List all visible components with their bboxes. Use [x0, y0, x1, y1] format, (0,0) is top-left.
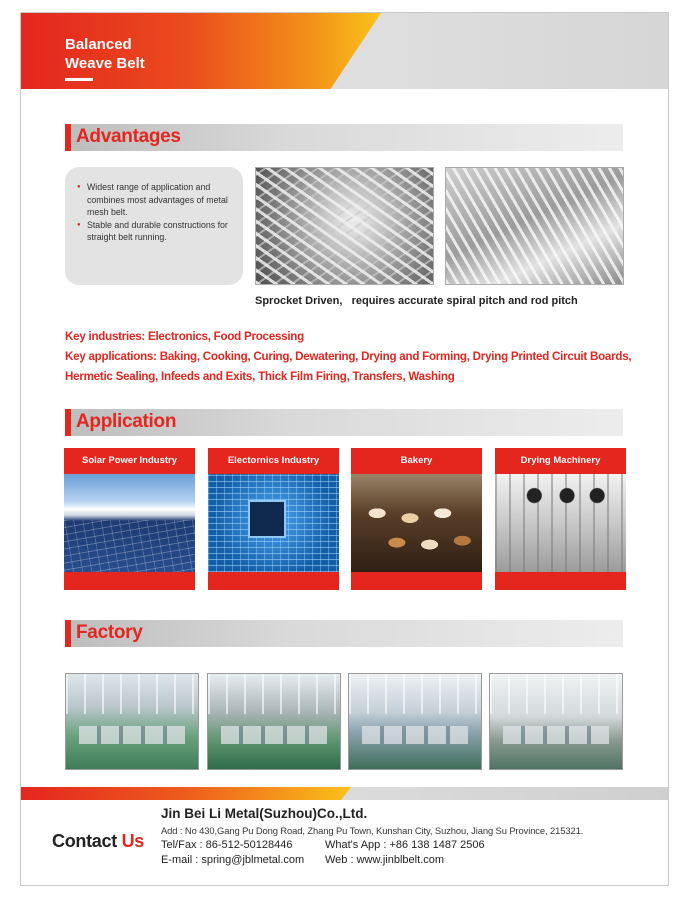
application-card-label: Solar Power Industry: [81, 455, 178, 466]
bakery-photo: [351, 474, 482, 572]
contact-label-word2: Us: [121, 831, 145, 851]
application-heading: [65, 409, 623, 436]
key-applications-line2: Hermetic Sealing, Infeeds and Exits, Thick Film Firing, Transfers, Washing: [65, 370, 455, 383]
heading-accent-bar: [65, 620, 71, 647]
key-info: [65, 327, 645, 387]
factory-photo-3: [348, 673, 482, 770]
advantage-item: ● Stable and durable constructions for straight belt running.: [77, 219, 231, 244]
circuit-board-photo: [208, 474, 339, 572]
belt-photo-closeup: [255, 167, 434, 285]
footer-stripe-accent: [21, 787, 351, 800]
contact-us-label: [52, 831, 144, 852]
website: Web : www.jinblbelt.com: [325, 854, 445, 866]
advantages-heading-text: Advantages: [76, 126, 181, 147]
advantages-heading: [65, 124, 623, 151]
application-card-solar: [64, 448, 195, 590]
application-card-label: Drying Machinery: [520, 455, 601, 466]
application-card-electronics: [208, 448, 339, 590]
title-underline: [65, 78, 93, 81]
photo-caption: Sprocket Driven, requires accurate spiral pitch and rod pitch: [255, 295, 578, 307]
drying-machinery-photo: [495, 474, 626, 572]
factory-photo-2: [207, 673, 341, 770]
key-applications-line1: Key applications: Baking, Cooking, Curing, Dewatering, Drying and Forming, Drying Printed Circuit Boards,: [65, 350, 632, 363]
advantages-box: [65, 167, 243, 285]
application-heading-text: Application: [76, 411, 177, 432]
company-address: Add : No 430,Gang Pu Dong Road, Zhang Pu Town, Kunshan City, Suzhou, Jiang Su Province, 215321.: [161, 825, 584, 836]
contact-label-word1: Contact: [52, 831, 122, 851]
page-title: [65, 35, 185, 73]
whatsapp: What's App : +86 138 1487 2506: [325, 839, 485, 851]
belt-photo-conveyor: [445, 167, 624, 285]
application-card-bakery: [351, 448, 482, 590]
factory-photo-4: [489, 673, 623, 770]
page-title-line2: Weave Belt: [65, 55, 145, 72]
email: E-mail : spring@jblmetal.com: [161, 854, 305, 866]
heading-accent-bar: [65, 124, 71, 151]
factory-heading-text: Factory: [76, 622, 143, 643]
factory-photo-1: [65, 673, 199, 770]
application-card-drying: [495, 448, 626, 590]
key-industries: Key industries: Electronics, Food Processing: [65, 330, 304, 343]
heading-accent-bar: [65, 409, 71, 436]
chip-graphic: [248, 500, 286, 538]
application-card-label: Bakery: [400, 455, 433, 466]
page-title-line1: Balanced: [65, 36, 132, 53]
advantage-item: ● Widest range of application and combines most advantages of metal mesh belt.: [77, 181, 231, 219]
tel-fax: Tel/Fax : 86-512-50128446: [161, 839, 293, 851]
brochure-page: [20, 12, 669, 886]
application-card-label: Electornics Industry: [227, 455, 320, 466]
solar-panels-photo: [64, 474, 195, 572]
factory-heading: [65, 620, 623, 647]
advantages-list: [77, 181, 231, 244]
company-name: Jin Bei Li Metal(Suzhou)Co.,Ltd.: [161, 806, 368, 821]
